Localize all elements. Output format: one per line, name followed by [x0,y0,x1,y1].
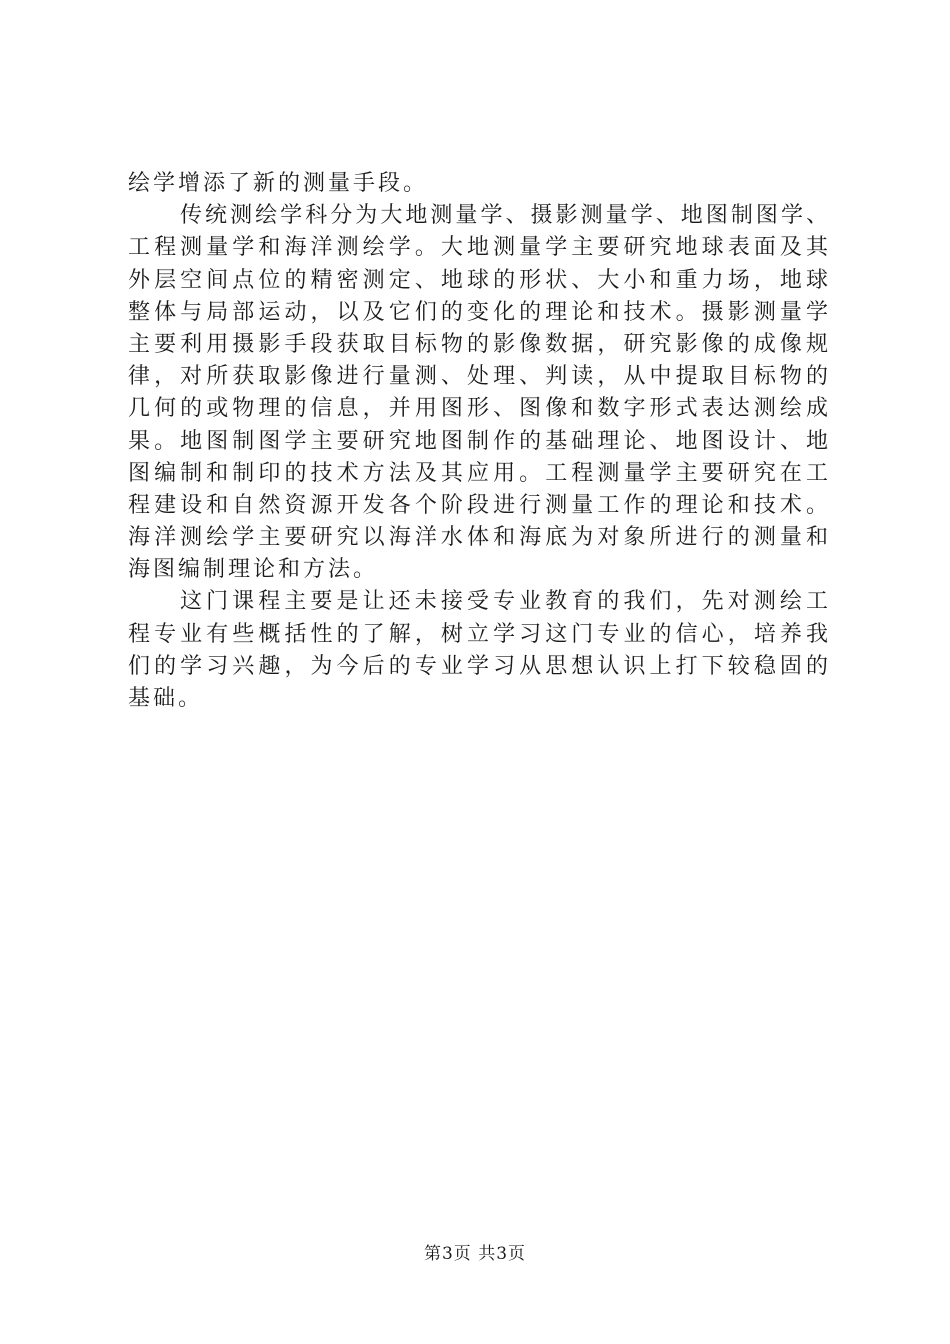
text-line: 海洋测绘学主要研究以海洋水体和海底为对象所进行的测量和 [128,525,828,551]
text-line: 律，对所获取影像进行量测、处理、判读，从中提取目标物的 [128,364,828,390]
text-line: 绘学增添了新的测量手段。 [128,171,429,196]
text-line: 程建设和自然资源开发各个阶段进行测量工作的理论和技术。 [128,492,828,518]
text-line: 传统测绘学科分为大地测量学、摄影测量学、地图制图学、 [180,203,828,229]
text-line: 几何的或物理的信息，并用图形、图像和数字形式表达测绘成 [128,396,828,422]
text-line: 海图编制理论和方法。 [128,557,379,583]
text-line: 主要利用摄影手段获取目标物的影像数据，研究影像的成像规 [128,331,828,357]
text-line: 程专业有些概括性的了解，树立学习这门专业的信心，培养我 [128,621,828,647]
document-body [128,168,828,715]
text-line: 基础。 [128,686,204,711]
text-line: 工程测量学和海洋测绘学。大地测量学主要研究地球表面及其 [128,235,828,261]
text-line: 整体与局部运动，以及它们的变化的理论和技术。摄影测量学 [128,299,828,325]
text-line: 果。地图制图学主要研究地图制作的基础理论、地图设计、地 [128,428,828,454]
text-line: 外层空间点位的精密测定、地球的形状、大小和重力场，地球 [128,267,828,293]
text-line: 图编制和制印的技术方法及其应用。工程测量学主要研究在工 [128,460,828,486]
text-line: 这门课程主要是让还未接受专业教育的我们，先对测绘工 [180,589,828,615]
text-line: 们的学习兴趣，为今后的专业学习从思想认识上打下较稳固的 [128,653,828,679]
page-number-footer: 第3页 共3页 [423,1244,527,1264]
